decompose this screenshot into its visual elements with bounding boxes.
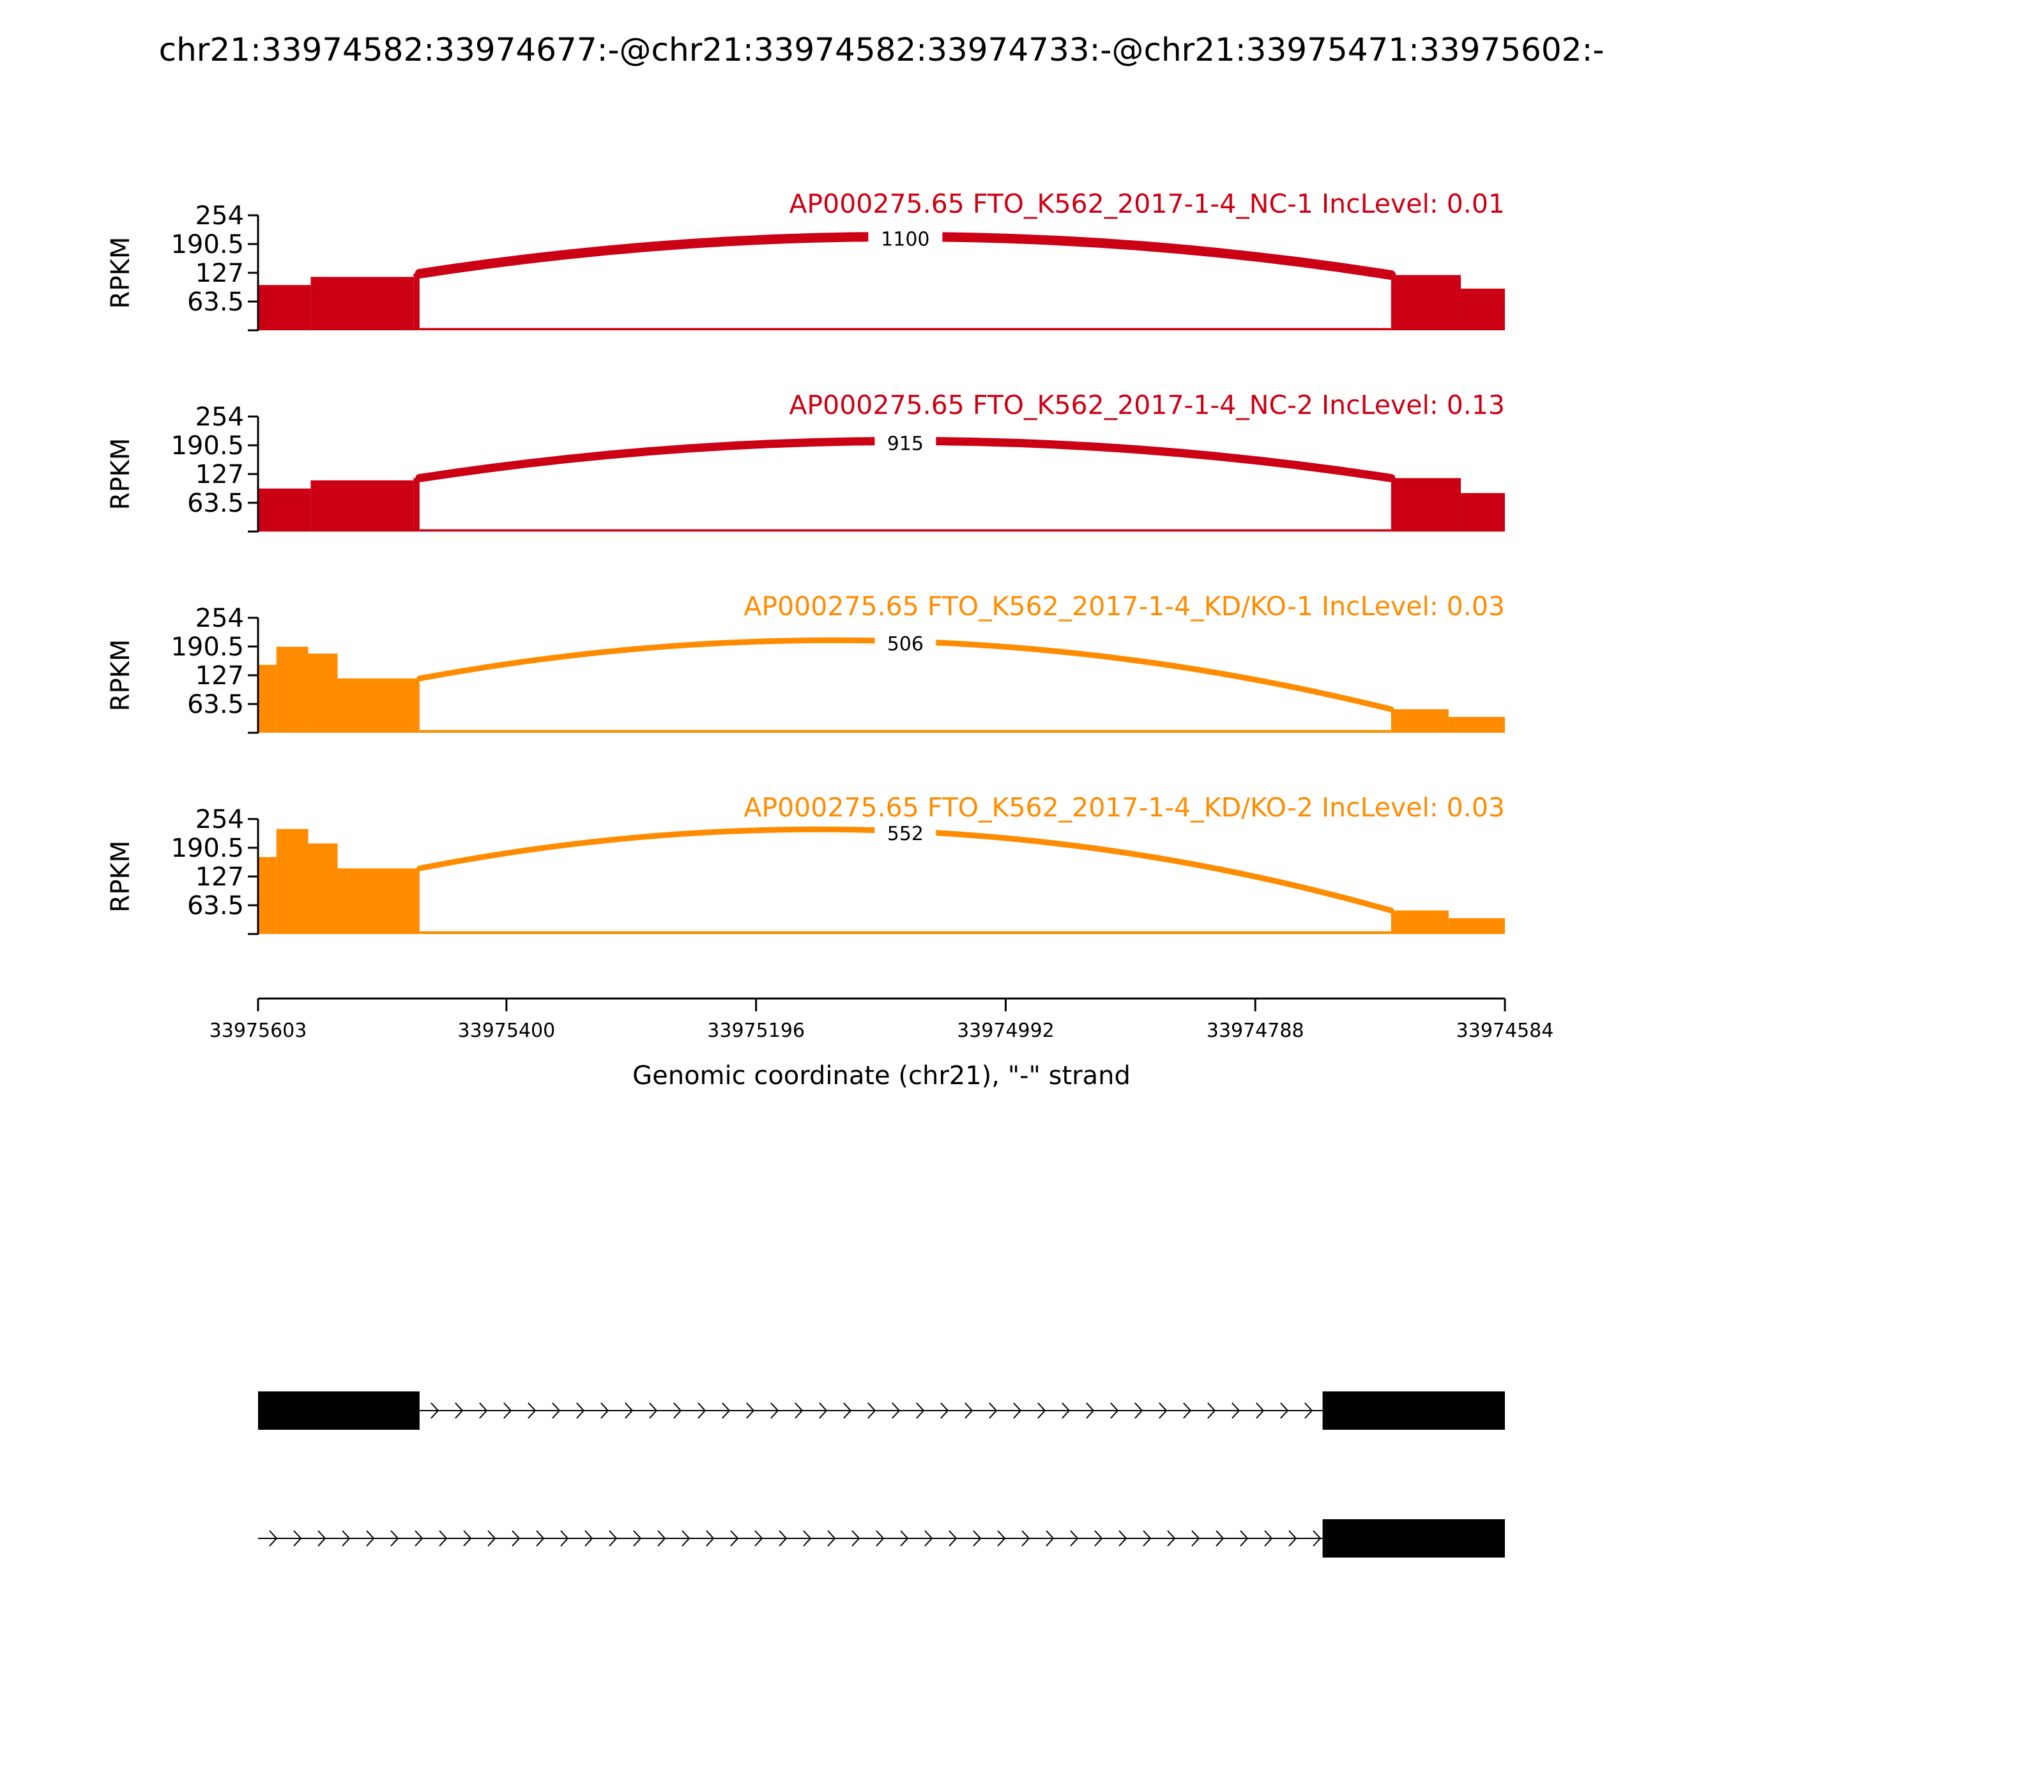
coverage-segment	[413, 478, 420, 532]
x-axis-label: Genomic coordinate (chr21), "-" strand	[632, 1061, 1131, 1091]
coverage-segment	[1391, 275, 1461, 330]
y-tick-label: 254	[195, 201, 244, 231]
y-tick-label: 63.5	[187, 287, 244, 317]
coverage-segment	[1391, 709, 1449, 733]
y-tick-label: 190.5	[171, 632, 244, 662]
exon-block	[1323, 1391, 1505, 1430]
y-tick-label: 127	[195, 460, 244, 489]
x-tick-label: 33975603	[209, 1020, 307, 1042]
x-tick-label: 33974788	[1206, 1020, 1304, 1042]
coverage-segment	[420, 529, 1391, 532]
coverage-segment	[1449, 717, 1505, 733]
coverage-segment	[277, 647, 309, 733]
coverage-segment	[258, 857, 277, 934]
junction-count-label: 915	[887, 433, 924, 456]
coverage-segment	[413, 273, 420, 330]
x-tick-label: 33975196	[707, 1020, 805, 1042]
figure-title: chr21:33974582:33974677:-@chr21:33974582:33974733:-@chr21:33975471:33975602:-	[158, 31, 1605, 68]
coverage-segment	[1449, 918, 1505, 934]
coverage-segment	[258, 285, 310, 330]
y-tick-label: 127	[195, 862, 244, 892]
coverage-segment	[420, 931, 1391, 934]
y-tick-label: 190.5	[171, 834, 244, 863]
isoform-model	[258, 1391, 1505, 1430]
coverage-segment	[1461, 289, 1505, 330]
coverage-segment	[258, 489, 310, 532]
x-tick-label: 33974992	[957, 1020, 1055, 1042]
junction-count-label: 506	[887, 632, 924, 655]
track-label: AP000275.65 FTO_K562_2017-1-4_NC-1 IncLevel: 0.01	[789, 188, 1505, 219]
coverage-segment	[310, 277, 413, 330]
junction-count-label: 552	[887, 823, 924, 846]
coverage-segment	[309, 654, 338, 733]
track-label: AP000275.65 FTO_K562_2017-1-4_KD/KO-2 IncLevel: 0.03	[744, 792, 1505, 823]
coverage-segment	[1391, 478, 1461, 532]
coverage-track	[106, 591, 1505, 733]
x-tick-label: 33974584	[1456, 1020, 1554, 1042]
track-label: AP000275.65 FTO_K562_2017-1-4_KD/KO-1 IncLevel: 0.03	[744, 591, 1505, 622]
coverage-tracks	[106, 188, 1505, 935]
y-axis-label: RPKM	[106, 639, 135, 712]
x-axis	[210, 999, 1554, 1042]
y-tick-label: 254	[195, 604, 244, 633]
y-tick-label: 254	[195, 805, 244, 834]
isoform-model	[258, 1519, 1505, 1558]
exon-block	[1323, 1519, 1505, 1558]
junction-count-label: 1100	[881, 228, 930, 251]
y-tick-label: 190.5	[171, 230, 244, 259]
coverage-segment	[258, 665, 277, 733]
isoform-models	[258, 1391, 1505, 1558]
coverage-segment	[309, 843, 338, 934]
y-axis-label: RPKM	[106, 236, 135, 309]
y-tick-label: 63.5	[187, 891, 244, 921]
y-tick-label: 127	[195, 259, 244, 288]
coverage-segment	[420, 730, 1391, 733]
coverage-segment	[338, 678, 420, 733]
y-tick-label: 63.5	[187, 489, 244, 518]
y-tick-label: 190.5	[171, 431, 244, 461]
coverage-track	[106, 792, 1505, 935]
y-tick-label: 127	[195, 661, 244, 691]
coverage-track	[106, 390, 1505, 532]
x-tick-label: 33975400	[457, 1020, 556, 1042]
coverage-segment	[338, 868, 420, 934]
y-tick-label: 63.5	[187, 690, 244, 719]
coverage-segment	[277, 829, 309, 934]
coverage-segment	[310, 480, 413, 532]
track-label: AP000275.65 FTO_K562_2017-1-4_NC-2 IncLevel: 0.13	[789, 390, 1505, 420]
coverage-track	[106, 188, 1505, 331]
y-axis-label: RPKM	[106, 438, 135, 510]
exon-block	[258, 1391, 420, 1430]
coverage-segment	[420, 328, 1391, 330]
coverage-segment	[1461, 493, 1505, 532]
coverage-segment	[1391, 910, 1449, 934]
y-axis-label: RPKM	[106, 840, 135, 913]
y-tick-label: 254	[195, 402, 244, 432]
